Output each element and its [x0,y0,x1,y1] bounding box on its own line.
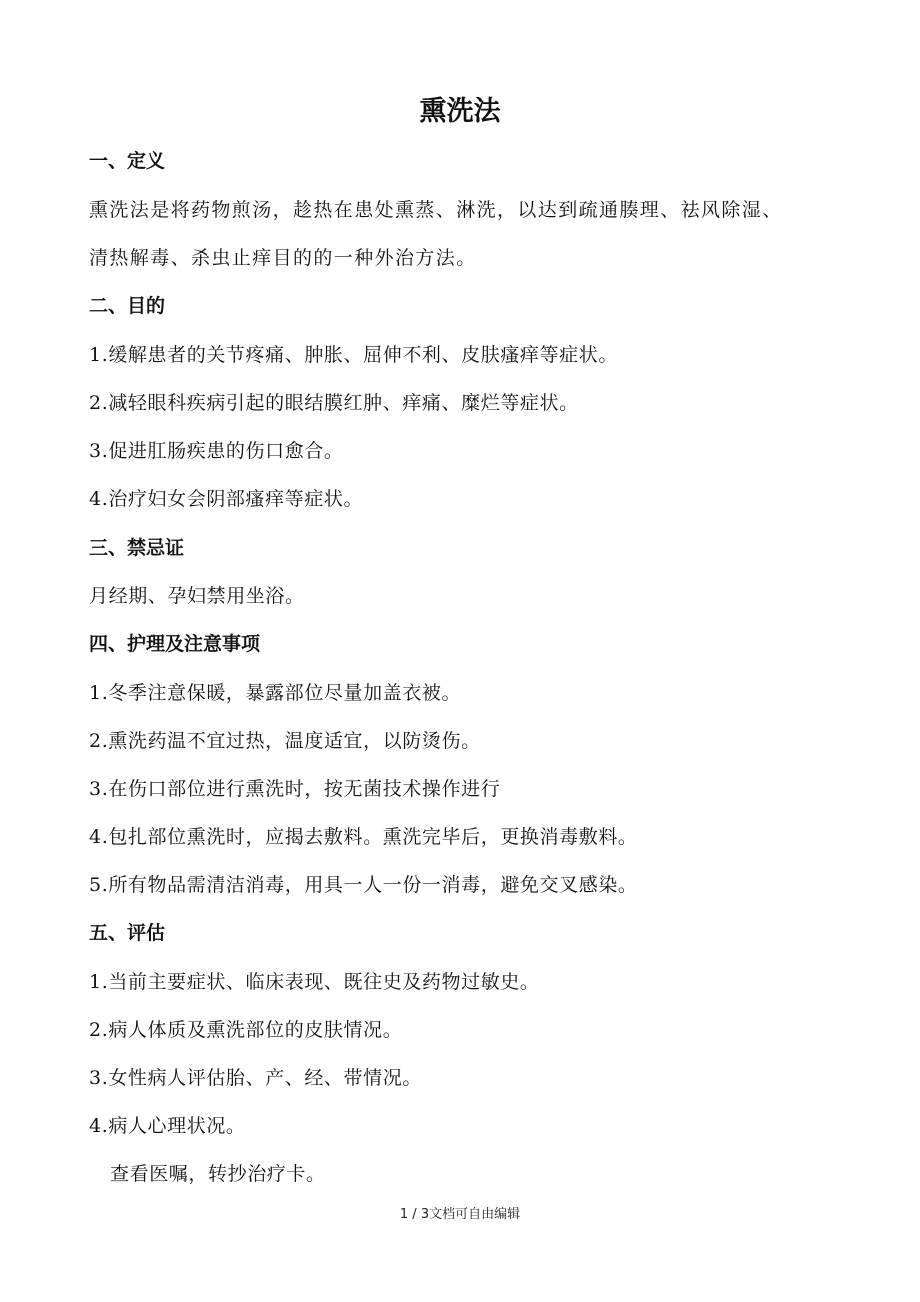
care-item-2: 2.熏洗药温不宜过热，温度适宜，以防烫伤。 [89,730,481,752]
section-heading-definition: 一、定义 [89,150,166,172]
care-item-3: 3.在伤口部位进行熏洗时，按无菌技术操作进行 [89,778,501,800]
section-heading-assessment: 五、评估 [89,922,166,944]
contraindication-line: 月经期、孕妇禁用坐浴。 [89,585,305,607]
section-heading-purpose: 二、目的 [89,295,166,317]
definition-line-1: 熏洗法是将药物煎汤，趁热在患处熏蒸、淋洗，以达到疏通腠理、祛风除湿、 [89,199,783,221]
care-item-4: 4.包扎部位熏洗时，应揭去敷料。熏洗完毕后，更换消毒敷料。 [89,826,638,848]
definition-line-2: 清热解毒、杀虫止痒目的的一种外治方法。 [89,247,477,269]
purpose-item-1: 1.缓解患者的关节疼痛、肿胀、屈伸不利、皮肤瘙痒等症状。 [89,344,618,366]
purpose-item-2: 2.减轻眼科疾病引起的眼结膜红肿、痒痛、糜烂等症状。 [89,392,579,414]
page-title: 熏洗法 [419,96,501,127]
care-item-5: 5.所有物品需清洁消毒，用具一人一份一消毒，避免交叉感染。 [89,874,638,896]
assessment-item-2: 2.病人体质及熏洗部位的皮肤情况。 [89,1019,403,1041]
section-heading-care-notes: 四、护理及注意事项 [89,633,261,655]
purpose-item-3: 3.促进肛肠疾患的伤口愈合。 [89,440,344,462]
section-heading-contraindications: 三、禁忌证 [89,537,185,559]
assessment-item-1: 1.当前主要症状、临床表现、既往史及药物过敏史。 [89,971,540,993]
assessment-item-4: 4.病人心理状况。 [89,1115,246,1137]
closing-line: 查看医嘱，转抄治疗卡。 [110,1163,326,1185]
purpose-item-4: 4.治疗妇女会阴部瘙痒等症状。 [89,488,364,510]
assessment-item-3: 3.女性病人评估胎、产、经、带情况。 [89,1067,422,1089]
care-item-1: 1.冬季注意保暖，暴露部位尽量加盖衣被。 [89,682,462,704]
page-footer: 1 / 3文档可自由编辑 [399,1207,521,1222]
